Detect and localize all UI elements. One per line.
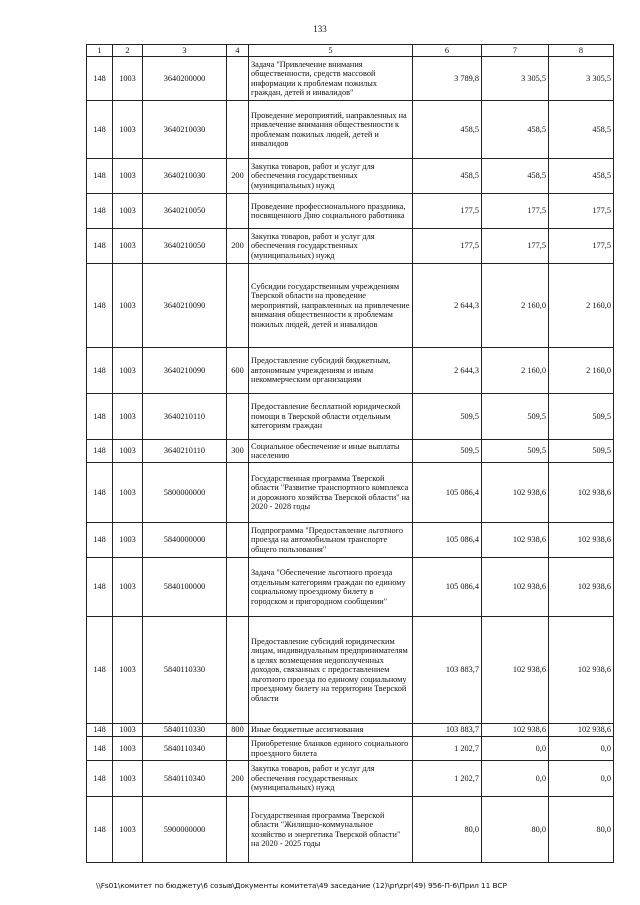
cell-amount-3: 509,5 [549,440,614,463]
cell-name: Иные бюджетные ассигнования [249,724,413,737]
cell-amount-1: 105 086,4 [413,523,482,558]
cell-admin: 148 [87,57,113,101]
cell-expense-type: 600 [227,348,249,394]
table-row [87,737,614,761]
cell-amount-1: 177,5 [413,229,482,264]
cell-name: Субсидии государственным учреждениям Тверской области на проведение мероприятий, направленных на привлечение внимания общественности к проблемам пожилых людей, детей и инвалидов [249,264,413,348]
cell-admin: 148 [87,394,113,440]
cell-target: 5840110330 [143,617,227,724]
cell-amount-3: 102 938,6 [549,617,614,724]
column-header: 2 [113,45,143,57]
cell-amount-3: 0,0 [549,737,614,761]
cell-amount-1: 1 202,7 [413,761,482,797]
cell-section: 1003 [113,229,143,264]
cell-amount-3: 177,5 [549,229,614,264]
page-number: 133 [313,24,327,34]
cell-section: 1003 [113,463,143,523]
table-row [87,617,614,724]
cell-amount-1: 103 883,7 [413,617,482,724]
cell-name: Проведение профессионального праздника, посвященного Дню социального работника [249,194,413,229]
cell-admin: 148 [87,229,113,264]
cell-target: 5840000000 [143,523,227,558]
cell-admin: 148 [87,463,113,523]
cell-section: 1003 [113,57,143,101]
cell-section: 1003 [113,101,143,159]
cell-expense-type [227,737,249,761]
cell-target: 5840110340 [143,761,227,797]
cell-expense-type: 200 [227,761,249,797]
cell-name: Государственная программа Тверской области "Жилищно-коммунальное хозяйство и энергетика Тверской области" на 2020 - 2025 годы [249,797,413,863]
cell-name: Приобретение бланков единого социального проездного билета [249,737,413,761]
cell-expense-type: 300 [227,440,249,463]
cell-amount-2: 102 938,6 [482,558,549,617]
table-row [87,57,614,101]
table-row [87,264,614,348]
cell-amount-2: 458,5 [482,101,549,159]
cell-amount-3: 458,5 [549,159,614,194]
column-header: 1 [87,45,113,57]
cell-amount-3: 102 938,6 [549,463,614,523]
cell-admin: 148 [87,159,113,194]
column-header: 5 [249,45,413,57]
cell-target: 3640210110 [143,394,227,440]
cell-amount-3: 509,5 [549,394,614,440]
cell-section: 1003 [113,558,143,617]
table-row [87,558,614,617]
cell-amount-2: 177,5 [482,229,549,264]
cell-admin: 148 [87,194,113,229]
table-row [87,463,614,523]
cell-target: 3640210050 [143,229,227,264]
cell-amount-1: 458,5 [413,159,482,194]
cell-amount-2: 509,5 [482,394,549,440]
cell-admin: 148 [87,348,113,394]
cell-expense-type [227,523,249,558]
cell-amount-2: 3 305,5 [482,57,549,101]
cell-amount-1: 3 789,8 [413,57,482,101]
cell-name: Закупка товаров, работ и услуг для обеспечения государственных (муниципальных) нужд [249,761,413,797]
cell-amount-1: 509,5 [413,394,482,440]
cell-target: 5840110330 [143,724,227,737]
cell-amount-1: 105 086,4 [413,558,482,617]
cell-amount-1: 2 644,3 [413,348,482,394]
cell-amount-2: 102 938,6 [482,617,549,724]
cell-target: 5840100000 [143,558,227,617]
cell-amount-3: 458,5 [549,101,614,159]
cell-admin: 148 [87,724,113,737]
cell-admin: 148 [87,617,113,724]
cell-name: Закупка товаров, работ и услуг для обеспечения государственных (муниципальных) нужд [249,159,413,194]
cell-expense-type [227,101,249,159]
cell-target: 3640210030 [143,101,227,159]
cell-amount-1: 1 202,7 [413,737,482,761]
cell-amount-2: 80,0 [482,797,549,863]
cell-section: 1003 [113,194,143,229]
cell-expense-type [227,558,249,617]
cell-target: 5840110340 [143,737,227,761]
cell-expense-type [227,463,249,523]
cell-section: 1003 [113,737,143,761]
cell-expense-type [227,194,249,229]
cell-amount-2: 458,5 [482,159,549,194]
cell-amount-1: 80,0 [413,797,482,863]
column-header: 8 [549,45,614,57]
cell-admin: 148 [87,264,113,348]
cell-name: Государственная программа Тверской области "Развитие транспортного комплекса и дорожного хозяйства Тверской области" на 2020 - 2028 годы [249,463,413,523]
cell-admin: 148 [87,558,113,617]
cell-amount-2: 2 160,0 [482,264,549,348]
cell-expense-type [227,617,249,724]
cell-target: 3640210090 [143,264,227,348]
cell-section: 1003 [113,348,143,394]
budget-table [86,44,614,863]
cell-amount-2: 102 938,6 [482,463,549,523]
cell-target: 5900000000 [143,797,227,863]
cell-amount-3: 3 305,5 [549,57,614,101]
cell-name: Задача "Привлечение внимания общественности, средств массовой информации к проблемам пожилых граждан, детей и инвалидов" [249,57,413,101]
cell-amount-3: 2 160,0 [549,264,614,348]
cell-name: Предоставление субсидий юридическим лицам, индивидуальным предпринимателям в целях возмещения недополученных доходов, связанных с предоставлением льготного проезда по единому социальному проездному билету на территории Тверской области [249,617,413,724]
cell-admin: 148 [87,797,113,863]
cell-section: 1003 [113,617,143,724]
cell-amount-2: 509,5 [482,440,549,463]
cell-amount-1: 509,5 [413,440,482,463]
cell-expense-type [227,57,249,101]
table-row [87,229,614,264]
cell-name: Задача "Обеспечение льготного проезда отдельным категориям граждан по единому социальному проездному билету в городском и пригородном сообщении" [249,558,413,617]
cell-amount-2: 0,0 [482,761,549,797]
cell-section: 1003 [113,797,143,863]
header-row [87,45,614,57]
cell-section: 1003 [113,264,143,348]
cell-name: Предоставление бесплатной юридической помощи в Тверской области отдельным категориям граждан [249,394,413,440]
cell-admin: 148 [87,523,113,558]
cell-amount-2: 102 938,6 [482,724,549,737]
cell-amount-1: 2 644,3 [413,264,482,348]
table-row [87,523,614,558]
cell-section: 1003 [113,724,143,737]
cell-name: Подпрограмма "Предоставление льготного проезда на автомобильном транспорте общего пользования" [249,523,413,558]
column-header: 3 [143,45,227,57]
cell-name: Проведение мероприятий, направленных на привлечение внимания общественности к проблемам пожилых людей, детей и инвалидов [249,101,413,159]
cell-admin: 148 [87,737,113,761]
cell-target: 3640210030 [143,159,227,194]
cell-admin: 148 [87,761,113,797]
cell-expense-type [227,264,249,348]
cell-admin: 148 [87,101,113,159]
table-row [87,101,614,159]
table-row [87,797,614,863]
file-path-footer: \\Fs01\комитет по бюджету\6 созыв\Документы комитета\49 заседание (12)\pr\zpr(49) 956-П-6\Прил 11 ВСР [96,881,507,890]
column-header: 4 [227,45,249,57]
table-row [87,394,614,440]
cell-amount-2: 102 938,6 [482,523,549,558]
cell-expense-type [227,394,249,440]
cell-section: 1003 [113,761,143,797]
cell-amount-1: 458,5 [413,101,482,159]
cell-amount-3: 0,0 [549,761,614,797]
table-row [87,724,614,737]
cell-amount-1: 105 086,4 [413,463,482,523]
cell-target: 5800000000 [143,463,227,523]
cell-name: Закупка товаров, работ и услуг для обеспечения государственных (муниципальных) нужд [249,229,413,264]
cell-name: Социальное обеспечение и иные выплаты населению [249,440,413,463]
cell-amount-3: 177,5 [549,194,614,229]
table-row [87,348,614,394]
cell-expense-type: 200 [227,229,249,264]
cell-amount-3: 102 938,6 [549,724,614,737]
cell-amount-1: 177,5 [413,194,482,229]
cell-amount-2: 2 160,0 [482,348,549,394]
cell-section: 1003 [113,394,143,440]
cell-target: 3640210050 [143,194,227,229]
cell-amount-3: 102 938,6 [549,523,614,558]
cell-section: 1003 [113,523,143,558]
cell-amount-2: 0,0 [482,737,549,761]
table-row [87,159,614,194]
cell-section: 1003 [113,159,143,194]
cell-expense-type: 800 [227,724,249,737]
cell-target: 3640200000 [143,57,227,101]
cell-expense-type [227,797,249,863]
cell-amount-3: 102 938,6 [549,558,614,617]
cell-amount-2: 177,5 [482,194,549,229]
cell-amount-1: 103 883,7 [413,724,482,737]
cell-amount-3: 80,0 [549,797,614,863]
column-header: 7 [482,45,549,57]
cell-section: 1003 [113,440,143,463]
table-row [87,761,614,797]
cell-admin: 148 [87,440,113,463]
cell-name: Предоставление субсидий бюджетным, автономным учреждениям и иным некоммерческим организациям [249,348,413,394]
table-row [87,194,614,229]
column-header: 6 [413,45,482,57]
cell-target: 3640210090 [143,348,227,394]
cell-amount-3: 2 160,0 [549,348,614,394]
cell-target: 3640210110 [143,440,227,463]
table-row [87,440,614,463]
cell-expense-type: 200 [227,159,249,194]
